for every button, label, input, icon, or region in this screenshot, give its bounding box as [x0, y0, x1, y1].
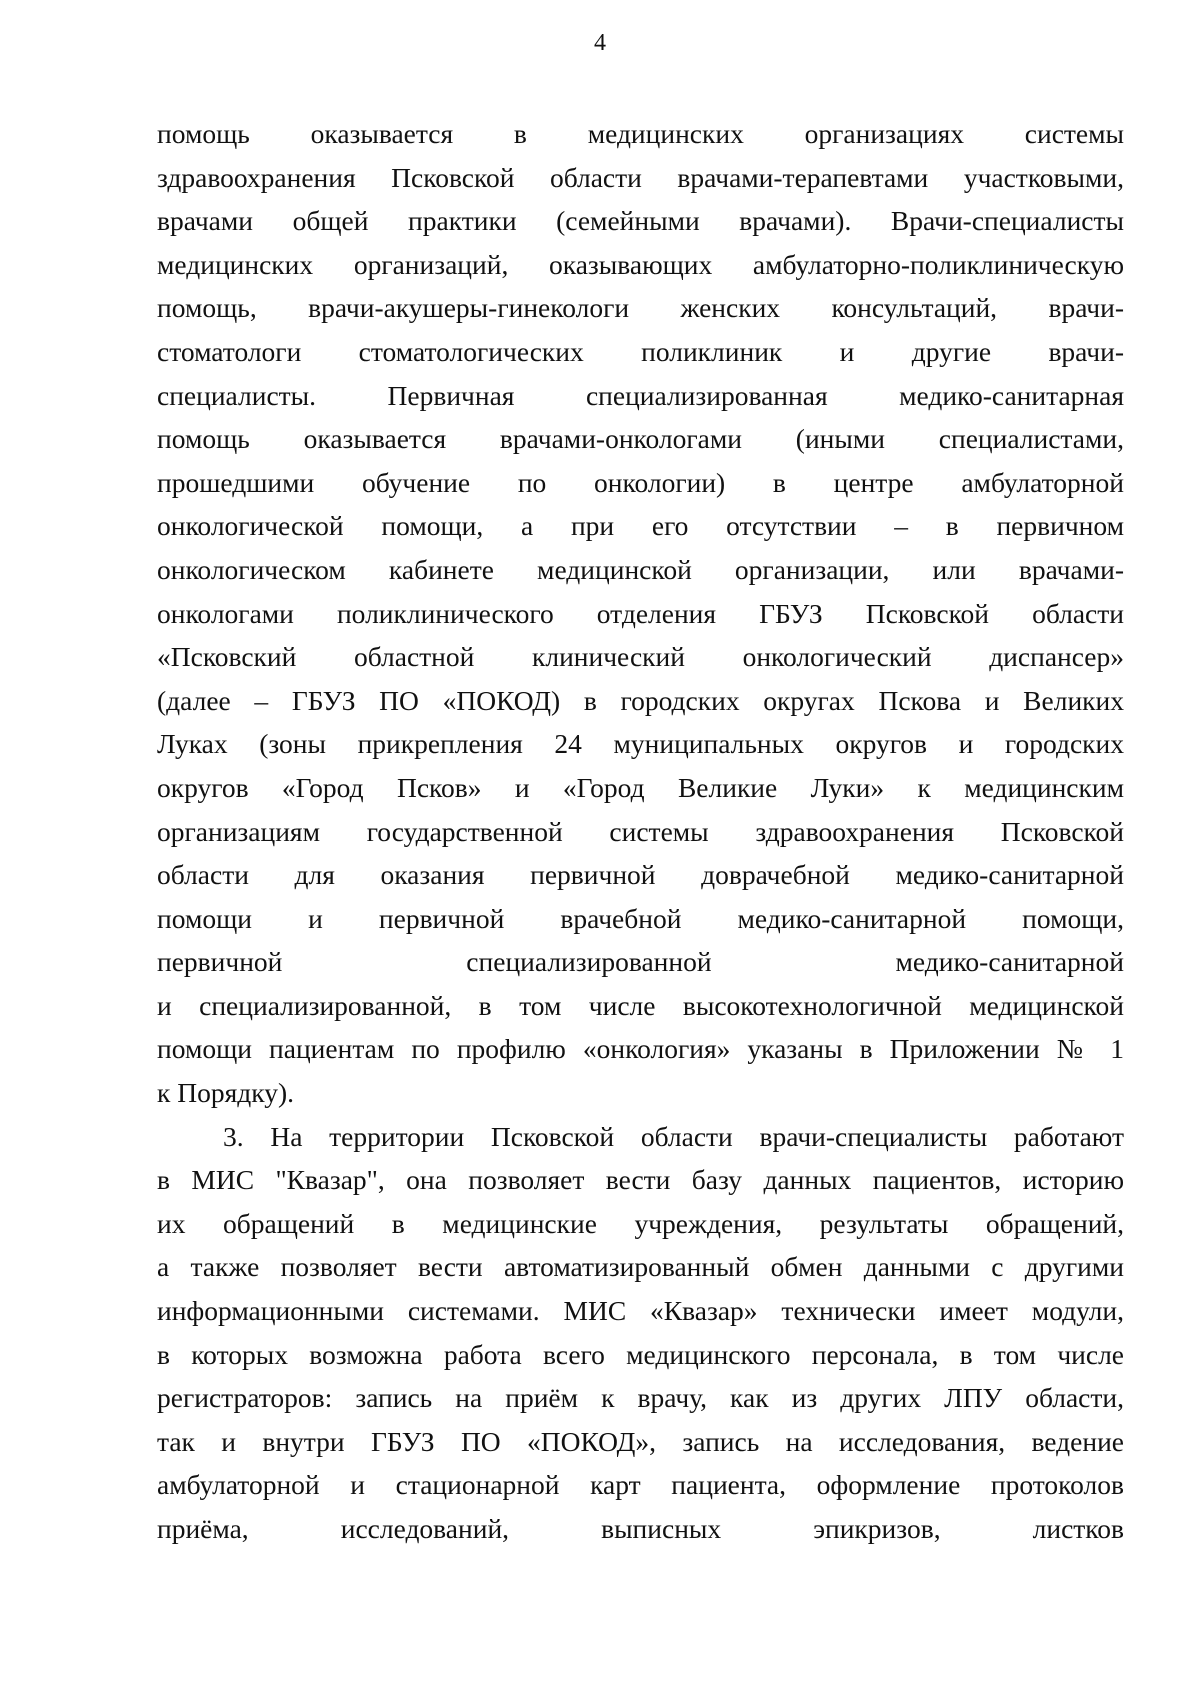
text-line: онкологами поликлинического отделения ГБУЗ Псковской области	[157, 597, 1124, 629]
text-line: приёма, исследований, выписных эпикризов, листков	[157, 1513, 1124, 1544]
text-line: помощи пациентам по профилю «онкология» указаны в Приложении № 1	[157, 1033, 1124, 1065]
text-line: стоматологи стоматологических поликлиник и другие врачи-	[157, 335, 1124, 367]
text-line: в которых возможна работа всего медицинского персонала, в том числе	[157, 1338, 1124, 1370]
text-line: медицинских организаций, оказывающих амбулаторно-поликлиническую	[157, 248, 1124, 280]
text-line: организациям государственной системы здравоохранения Псковской	[157, 815, 1124, 847]
text-line: прошедшими обучение по онкологии) в центре амбулаторной	[157, 466, 1124, 498]
text-line: в МИС "Квазар", она позволяет вести базу данных пациентов, историю	[157, 1164, 1124, 1196]
text-line: и специализированной, в том числе высокотехнологичной медицинской	[157, 989, 1124, 1021]
text-line: округов «Город Псков» и «Город Великие Луки» к медицинским	[157, 771, 1124, 803]
text-line: врачами общей практики (семейными врачами). Врачи-специалисты	[157, 205, 1124, 237]
text-line: их обращений в медицинские учреждения, результаты обращений,	[157, 1207, 1124, 1239]
text-line: онкологической помощи, а при его отсутствии – в первичном	[157, 510, 1124, 542]
text-line: специалисты. Первичная специализированная медико-санитарная	[157, 379, 1124, 411]
text-line: (далее – ГБУЗ ПО «ПОКОД) в городских округах Пскова и Великих	[157, 684, 1124, 716]
text-line: 3. На территории Псковской области врачи-специалисты работают	[223, 1120, 1124, 1152]
text-line: здравоохранения Псковской области врачами-терапевтами участковыми,	[157, 161, 1124, 193]
page-number: 4	[594, 30, 606, 56]
text-line: помощь оказывается врачами-онкологами (иными специалистами,	[157, 423, 1124, 455]
text-line: помощь оказывается в медицинских организациях системы	[157, 118, 1124, 149]
text-line: области для оказания первичной доврачебной медико-санитарной	[157, 859, 1124, 891]
text-line: «Псковский областной клинический онкологический диспансер»	[157, 641, 1124, 673]
text-line: помощь, врачи-акушеры-гинекологи женских консультаций, врачи-	[157, 292, 1124, 324]
body-text	[157, 112, 1124, 1551]
text-line: информационными системами. МИС «Квазар» технически имеет модули,	[157, 1295, 1124, 1327]
text-line: амбулаторной и стационарной карт пациента, оформление протоколов	[157, 1469, 1124, 1501]
text-line: первичной специализированной медико-санитарной	[157, 946, 1124, 978]
text-line: Луках (зоны прикрепления 24 муниципальных округов и городских	[157, 728, 1124, 760]
text-line: так и внутри ГБУЗ ПО «ПОКОД», запись на исследования, ведение	[157, 1425, 1124, 1457]
text-line: помощи и первичной врачебной медико-санитарной помощи,	[157, 902, 1124, 934]
text-line: регистраторов: запись на приём к врачу, как из других ЛПУ области,	[157, 1382, 1124, 1414]
text-line: онкологическом кабинете медицинской организации, или врачами-	[157, 553, 1124, 585]
text-line: к Порядку).	[157, 1077, 294, 1109]
text-line: а также позволяет вести автоматизированный обмен данными с другими	[157, 1251, 1124, 1283]
